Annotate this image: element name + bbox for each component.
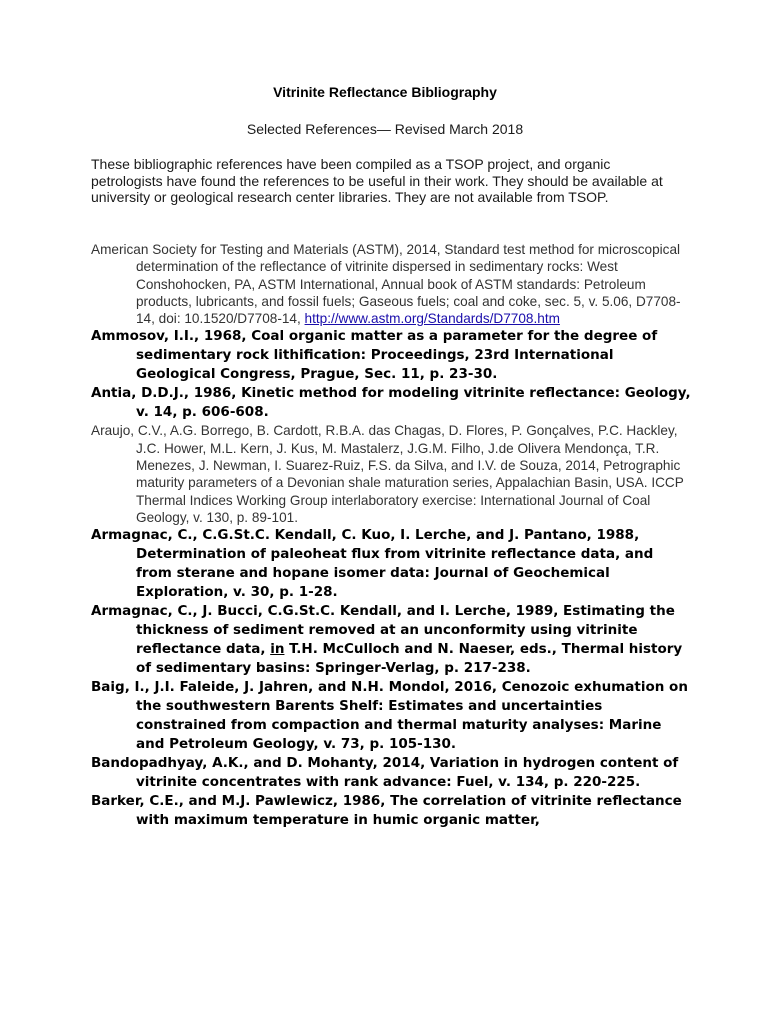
reference-armagnac-1988: Armagnac, C., C.G.St.C. Kendall, C. Kuo, I. Lerche, and J. Pantano, 1988, Determination of paleoheat flux from vitrinite reflectance data, and from sterane and hopane isomer data: Journal of Geochemical Exploration, v. 30, p. 1-28. <box>91 527 654 601</box>
in-underline: in <box>270 641 285 658</box>
reference-list <box>91 241 691 830</box>
reference-baig: Baig, I., J.I. Faleide, J. Jahren, and N.H. Mondol, 2016, Cenozoic exhumation on the southwestern Barents Shelf: Estimates and uncertainties constrained from compaction and thermal maturity analyses: Marine and Petroleum Geology, v. 73, p. 105-130. <box>91 679 688 753</box>
reference-armagnac-1989-part1: Armagnac, C., J. Bucci, C.G.St.C. Kendall, and I. Lerche, 1989, Estimating the thickness of sediment removed at an unconformity using vitrinite reflectance data, <box>91 603 675 658</box>
reference-barker: Barker, C.E., and M.J. Pawlewicz, 1986, The correlation of vitrinite reflectance with maximum temperature in humic organic matter, <box>91 793 682 829</box>
reference-armagnac-1989 <box>91 602 691 678</box>
document-subtitle: Selected References— Revised March 2018 <box>246 121 524 137</box>
reference-antia: Antia, D.D.J., 1986, Kinetic method for modeling vitrinite reflectance: Geology, v. 14, p. 606-608. <box>91 385 691 421</box>
intro-paragraph: These bibliographic references have been compiled as a TSOP project, and organic petrologists have found the references to be useful in their work. They should be available at university or geological research center libraries. They are not available from TSOP. <box>91 156 663 205</box>
document-title: Vitrinite Reflectance Bibliography <box>273 84 497 100</box>
reference-armagnac-1989-part2: T.H. McCulloch and N. Naeser, eds., Thermal history of sedimentary basins: Springer-Verlag, p. 217-238. <box>136 641 683 677</box>
reference-araujo: Araujo, C.V., A.G. Borrego, B. Cardott, R.B.A. das Chagas, D. Flores, P. Gonçalves, P.C. Hackley, J.C. Hower, M.L. Kern, J. Kus, M. Mastalerz, J.G.M. Filho, J.de Olivera Mendonça, T.R. Menezes, J. Newman, I. Suarez-Ruiz, F.S. da Silva, and I.V. de Souza, 2014, Petrographic maturity parameters of a Devonian shale maturation series, Appalachian Basin, USA. ICCP Thermal Indices Working Group interlaboratory exercise: International Journal of Coal Geology, v. 130, p. 89-101. <box>91 423 684 525</box>
reference-bandopadhyay: Bandopadhyay, A.K., and D. Mohanty, 2014, Variation in hydrogen content of vitrinite concentrates with rank advance: Fuel, v. 134, p. 220-225. <box>91 755 679 791</box>
reference-astm <box>91 241 691 327</box>
astm-link[interactable]: http://www.astm.org/Standards/D7708.htm <box>304 311 560 327</box>
reference-astm-text: American Society for Testing and Materials (ASTM), 2014, Standard test method for microscopical determination of the reflectance of vitrinite dispersed in sedimentary rocks: West Conshohocken, PA, ASTM International, Annual book of ASTM standards: Petroleum products, lubricants, and fossil fuels; Gaseous fuels; coal and coke, sec. 5, v. 5.06, D7708-14, doi: 10.1520/D7708-14, <box>91 242 681 327</box>
reference-ammosov: Ammosov, I.I., 1968, Coal organic matter as a parameter for the degree of sedimentary rock lithification: Proceedings, 23rd International Geological Congress, Prague, Sec. 11, p. 23-30. <box>91 328 658 383</box>
